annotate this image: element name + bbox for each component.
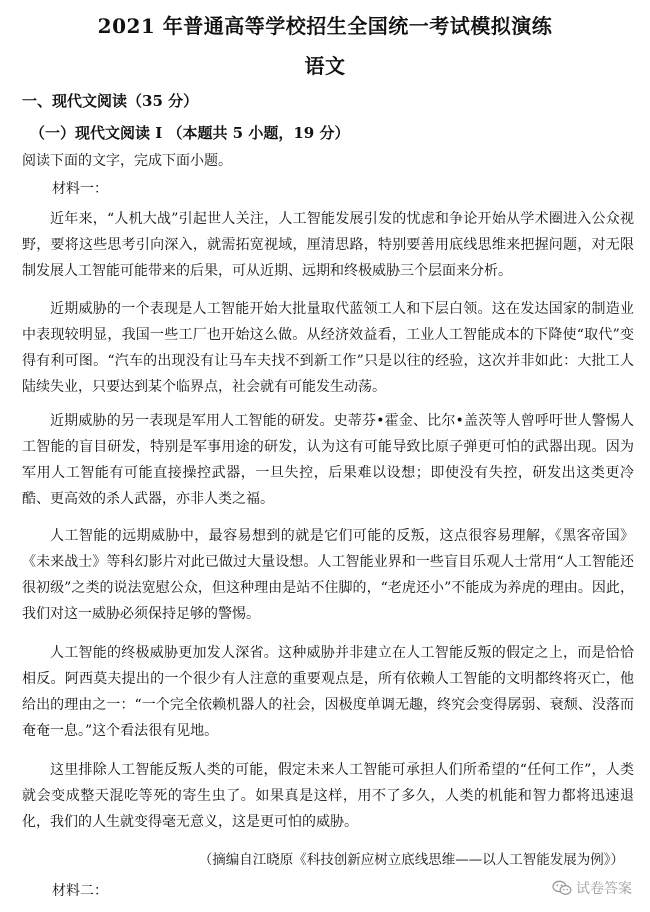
material-one-label: 材料一： [52,181,108,197]
subject-title: 语文 [304,54,346,78]
paragraph: 近期威胁的另一表现是军用人工智能的研发。史蒂芬•霍金、比尔•盖茨等人曾呼吁世人警惕人工智能的盲目研发，特别是军事用途的研发，认为这有可能导致比原子弹更可怕的武器出现。因为军用人工智能有可能直接操控武器，一旦失控，后果难以设想；即使没有失控，研发出这类更冷酷、更高效的杀人武器，亦非人类之福。 [22,413,634,507]
material-two-label: 材料二： [52,883,108,899]
paragraph: 近年来，“人机大战”引起世人关注，人工智能发展引发的忧虑和争论开始从学术圈进入公众视野，要将这些思考引向深入，就需拓宽视域，厘清思路，特别要善用底线思维来把握问题，对无限制发展人工智能可能带来的后果，可从近期、远期和终极威胁三个层面来分析。 [22,211,634,279]
exam-title: 2021 年普通高等学校招生全国统一考试模拟演练 [97,14,553,38]
paragraph: 近期威胁的一个表现是人工智能开始大批量取代蓝领工人和下层白领。这在发达国家的制造业中表现较明显，我国一些工厂也开始这么做。从经济效益看，工业人工智能成本的下降使“取代”变得有利可图。“汽车的出现没有让马车夫找不到新工作”只是以往的经验，这次并非如此：大批工人陆续失业，只要达到某个临界点，社会就有可能发生动荡。 [22,301,634,395]
section-heading: 一、现代文阅读（35 分） [22,92,199,110]
instruction-text: 阅读下面的文字，完成下面小题。 [22,153,232,169]
watermark-text: 试卷答案 [576,881,632,897]
watermark [552,878,632,898]
paragraph: 人工智能的远期威胁中，最容易想到的就是它们可能的反叛，这点很容易理解，《黑客帝国》《未来战士》等科幻影片对此已做过大量设想。人工智能业界和一些盲目乐观人士常用“人工智能还很初级”之类的说法宽慰公众，但这种理由是站不住脚的，“老虎还小”不能成为养虎的理由。因此，我们对这一威胁必须保持足够的警惕。 [22,528,634,622]
section-subheading: （一）现代文阅读 I （本题共 5 小题，19 分） [30,124,350,142]
paragraph: 这里排除人工智能反叛人类的可能，假定未来人工智能可承担人们所希望的“任何工作”，人类就会变成整天混吃等死的寄生虫了。如果真是这样，用不了多久，人类的机能和智力都将迅速退化，我们的人生就变得毫无意义，这是更可怕的威胁。 [22,762,634,830]
source-citation: （摘编自江晓原《科技创新应树立底线思维——以人工智能发展为例》） [198,852,624,868]
paragraph: 人工智能的终极威胁更加发人深省。这种威胁并非建立在人工智能反叛的假定之上，而是恰恰相反。阿西莫夫提出的一个很少有人注意的重要观点是，所有依赖人工智能的文明都终将灭亡，他给出的理由之一：“一个完全依赖机器人的社会，因极度单调无趣，终究会变得孱弱、衰颓、没落而奄奄一息。”这个看法很有见地。 [22,645,634,739]
wechat-icon [552,880,572,896]
